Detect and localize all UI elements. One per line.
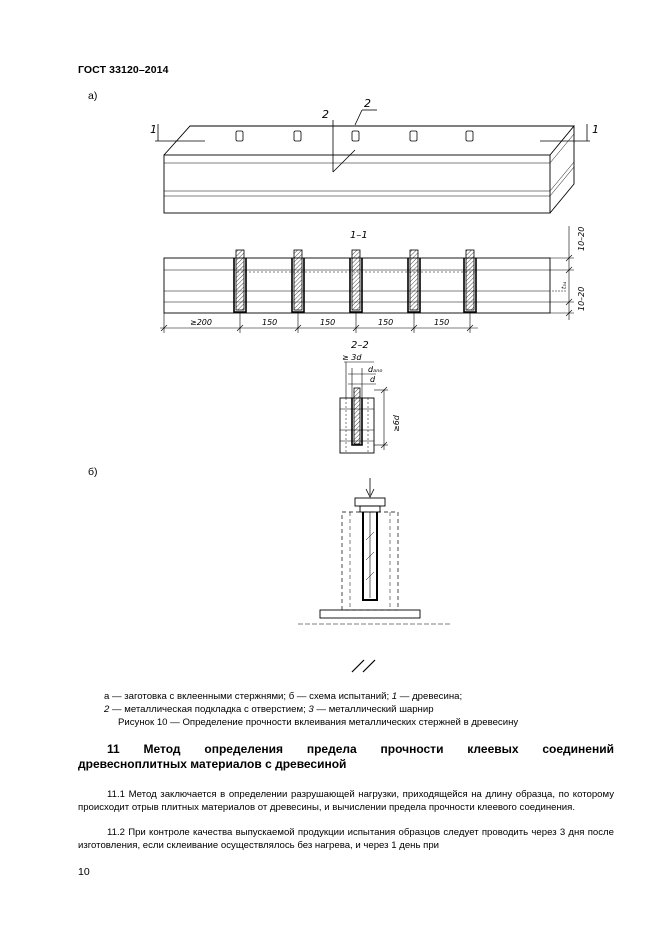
- section-number: 11: [107, 742, 120, 756]
- callout-1-left: 1: [150, 123, 157, 136]
- legend-num-3: 3: [308, 704, 314, 715]
- dim-spacing-1: 150: [262, 318, 278, 327]
- vertical-dimension-lines: [550, 226, 574, 320]
- paragraph-11-2-text: 11.2 При контроле качества выпускаемой продукции испытания образцов следует проводить через 3 дня после изготовления, если склеивание осуществлялось без нагрева, и через 1 день при: [78, 827, 614, 851]
- callout-2-low: 2: [322, 108, 329, 121]
- paragraph-11-2: [78, 827, 614, 852]
- section-heading: [78, 742, 614, 772]
- dim-top-right: 10–20: [577, 226, 586, 251]
- legend-text-a: а — заготовка с вклеенными стержнями; б — схема испытаний;: [104, 691, 392, 702]
- dim-d: d: [370, 375, 376, 384]
- rod-3: [350, 250, 362, 312]
- figure-label-a: а): [88, 90, 98, 102]
- legend-text-b: — древесина;: [397, 691, 463, 702]
- rod-5: [464, 250, 476, 312]
- dim-spacing-4: 150: [434, 318, 450, 327]
- paragraph-11-1: [78, 789, 614, 814]
- section-title-word: соединений: [542, 742, 614, 756]
- dim-spacing-3: 150: [378, 318, 394, 327]
- legend-num-1: 1: [391, 691, 398, 702]
- section-title-word: клеевых: [467, 742, 519, 756]
- rod-2: [292, 250, 304, 312]
- dim-bottom-right: 10–20: [577, 286, 586, 311]
- section-heading-line-2: древесноплитных материалов с древесиной: [78, 757, 347, 771]
- figure-legend: [104, 690, 624, 729]
- dim-first-distance: ≥200: [190, 318, 212, 327]
- dim-6d: ≥6d: [392, 415, 401, 432]
- section-heading-line-1: [78, 742, 614, 757]
- rod-4: [408, 250, 420, 312]
- section-title-word: Метод: [143, 742, 181, 756]
- section-2-2-label: 2–2: [351, 340, 369, 351]
- dim-vertical-mid: t₃₄: [561, 281, 568, 289]
- test-scheme: [298, 478, 450, 672]
- dim-d-anb: dₐₙₒ: [368, 365, 383, 374]
- document-header: ГОСТ 33120–2014: [78, 64, 169, 76]
- timber-block-3d: [155, 110, 590, 213]
- dim-spacing-2: 150: [320, 318, 336, 327]
- section-title-word: определения: [204, 742, 284, 756]
- section-2-2-dimensions: [344, 362, 388, 450]
- rod-1: [234, 250, 246, 312]
- figure-label-b: б): [88, 466, 98, 478]
- rod-section-2-2: [352, 388, 362, 445]
- paragraph-11-1-text: 11.1 Метод заключается в определении разрушающей нагрузки, приходящейся на длину образца, по которому происходит отрыв плитных материалов от древесины, и вычислении предела прочности клеевого соединения.: [78, 789, 614, 813]
- callout-1-right: 1: [592, 123, 599, 136]
- section-1-1-label: 1–1: [350, 230, 368, 241]
- callout-2-high: 2: [364, 97, 371, 110]
- section-title-word: прочности: [380, 742, 444, 756]
- legend-line-1: [104, 690, 624, 703]
- section-title-word: предела: [306, 742, 357, 756]
- figure-caption: Рисунок 10 — Определение прочности вклеивания металлических стержней в древесину: [118, 717, 519, 728]
- legend-num-2: 2: [104, 704, 110, 715]
- glued-rods-row: [234, 250, 476, 312]
- dim-3d: ≥ 3d: [342, 353, 362, 362]
- legend-text-d: — металлический шарнир: [313, 704, 434, 715]
- page-number: 10: [78, 866, 90, 878]
- legend-text-c: — металлическая подкладка с отверстием;: [109, 704, 309, 715]
- legend-line-2: [104, 703, 624, 716]
